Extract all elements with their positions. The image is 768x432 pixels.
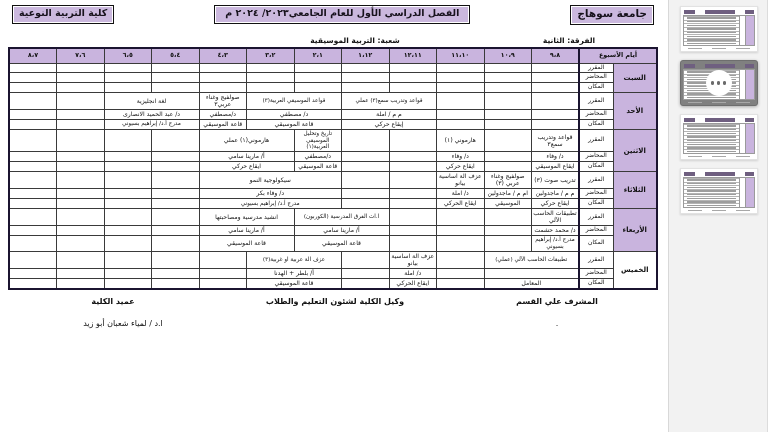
empty-cell	[104, 152, 152, 162]
empty-cell	[389, 199, 437, 209]
timetable-row	[9, 110, 657, 120]
empty-cell	[437, 83, 485, 93]
thumbnail-banner-icon	[684, 118, 695, 122]
empty-cell	[389, 172, 437, 189]
timetable	[8, 47, 658, 290]
session-cell: قواعد وتدريب سمع٣	[532, 130, 580, 152]
session-cell: مدرج أ.د/ إبراهيم بسيوني	[104, 120, 199, 130]
empty-cell	[247, 63, 295, 73]
thumbnail-item[interactable]	[680, 60, 758, 106]
thumbnail-list	[669, 6, 768, 214]
empty-cell	[199, 269, 247, 279]
thumbnail-footer	[683, 48, 755, 50]
time-slot-header: ١٠،٩	[484, 48, 532, 63]
empty-cell	[437, 110, 485, 120]
empty-cell	[342, 189, 390, 199]
session-cell: قاعة الموسيقي	[247, 120, 342, 130]
empty-cell	[9, 209, 57, 226]
empty-cell	[342, 269, 390, 279]
empty-cell	[342, 73, 390, 83]
empty-cell	[152, 189, 200, 199]
session-cell	[484, 269, 579, 279]
empty-cell	[437, 93, 485, 110]
thumbnail-header	[683, 171, 755, 176]
session-cell: هارموني(١) عملي	[199, 130, 294, 152]
thumbnail-day-column	[745, 70, 754, 99]
empty-cell	[484, 93, 532, 110]
signatures-footer	[8, 297, 658, 328]
empty-cell	[294, 63, 342, 73]
year-label: الفرقة: الثانية	[542, 35, 596, 45]
term-banner: الفصل الدراسي الأول للعام الجامعي٢٠٢٣/ ٢٠٢٤ م	[214, 5, 470, 24]
empty-cell	[199, 252, 247, 269]
empty-cell	[199, 63, 247, 73]
empty-cell	[57, 83, 105, 93]
dean-title: عميد الكلية	[91, 297, 135, 307]
session-cell: تاريخ وتحليل الموسيقي العربية(١)	[294, 130, 342, 152]
thumbnail-body	[684, 124, 739, 153]
empty-cell	[484, 63, 532, 73]
row-kind-label: المحاضر	[579, 189, 613, 199]
empty-cell	[152, 63, 200, 73]
timetable-body	[9, 63, 657, 289]
empty-cell	[437, 252, 485, 269]
empty-cell	[532, 93, 580, 110]
session-cell: د/ وفاء بكر	[199, 189, 342, 199]
empty-cell	[57, 73, 105, 83]
empty-cell	[152, 279, 200, 290]
timetable-row	[9, 269, 657, 279]
thumbnail-day-column	[745, 124, 754, 153]
empty-cell	[389, 162, 437, 172]
session-cell: قاعة الموسيقي	[199, 236, 294, 252]
empty-cell	[342, 199, 390, 209]
empty-cell	[437, 226, 485, 236]
empty-cell	[9, 130, 57, 152]
empty-cell	[57, 226, 105, 236]
empty-cell	[389, 63, 437, 73]
row-kind-label: المحاضر	[579, 269, 613, 279]
empty-cell	[294, 83, 342, 93]
empty-cell	[104, 63, 152, 73]
empty-cell	[57, 120, 105, 130]
timetable-row	[9, 252, 657, 269]
day-label: الأحد	[613, 93, 657, 130]
day-label: الاثنين	[613, 130, 657, 172]
time-slot-header: ٧،٦	[57, 48, 105, 63]
session-cell: ا.ات الفرق المدرسية (الكوربون)	[294, 209, 389, 226]
session-cell: عزف الة عربية او غربية(٣)	[247, 252, 342, 269]
empty-cell	[199, 73, 247, 83]
empty-cell	[152, 73, 200, 83]
row-kind-label: المقرر	[579, 130, 613, 152]
session-cell: صولفيج وغناء عربي٣	[199, 93, 247, 110]
empty-cell	[484, 152, 532, 162]
session-cell: تدريب صوت (٣)	[532, 172, 580, 189]
days-header: أيام الأسبوع	[579, 48, 657, 63]
session-cell: عزف الة اساسية بيانو	[437, 172, 485, 189]
thumbnail-header	[683, 117, 755, 122]
page-thumbnail[interactable]	[680, 114, 758, 160]
empty-cell	[532, 120, 580, 130]
empty-cell	[152, 236, 200, 252]
session-cell: د/مصطفي	[199, 110, 247, 120]
row-kind-label: المكان	[579, 199, 613, 209]
time-slot-header: ٢،١	[294, 48, 342, 63]
empty-cell	[484, 120, 532, 130]
university-banner: جامعة سوهاج	[570, 5, 654, 25]
supervisor-name: .	[555, 319, 559, 329]
session-cell: أ/ مارينا سامي	[199, 152, 294, 162]
empty-cell	[57, 172, 105, 189]
session-cell: تطبيقات الحاسب الآلي (عملي)	[484, 252, 579, 269]
loading-dots-icon	[706, 70, 732, 96]
time-slot-header: ٥،٤	[152, 48, 200, 63]
thumbnail-grid	[683, 15, 755, 46]
empty-cell	[9, 252, 57, 269]
session-cell: ام م / ماجدولين	[484, 189, 532, 199]
empty-cell	[57, 93, 105, 110]
row-kind-label: المقرر	[579, 209, 613, 226]
thumbnail-banner-icon	[705, 172, 735, 176]
thumbnail-body	[684, 16, 739, 45]
empty-cell	[57, 130, 105, 152]
empty-cell	[9, 199, 57, 209]
empty-cell	[9, 73, 57, 83]
empty-cell	[152, 152, 200, 162]
timetable-row	[9, 236, 657, 252]
empty-cell	[9, 269, 57, 279]
empty-cell	[484, 130, 532, 152]
empty-cell	[532, 83, 580, 93]
timetable-row	[9, 83, 657, 93]
empty-cell	[9, 189, 57, 199]
time-slot-header: ١٢،١١	[389, 48, 437, 63]
session-cell: د/ املة	[437, 189, 485, 199]
empty-cell	[437, 63, 485, 73]
session-cell: ايقاع حركي	[437, 162, 485, 172]
empty-cell	[342, 152, 390, 162]
session-cell: قواعد الموسيقي العربية(٣)	[247, 93, 342, 110]
session-cell: انشيد مدرسية ومصاحبتها	[199, 209, 294, 226]
empty-cell	[437, 236, 485, 252]
empty-cell	[57, 110, 105, 120]
empty-cell	[389, 236, 437, 252]
empty-cell	[57, 199, 105, 209]
empty-cell	[9, 63, 57, 73]
timetable-row	[9, 63, 657, 73]
row-kind-label: المقرر	[579, 172, 613, 189]
session-cell: د/ محمد حشمت	[532, 226, 580, 236]
thumbnail-body	[684, 178, 739, 207]
empty-cell	[389, 130, 437, 152]
thumbnail-banner-icon	[684, 64, 695, 68]
empty-cell	[437, 209, 485, 226]
row-kind-label: المكان	[579, 120, 613, 130]
empty-cell	[389, 73, 437, 83]
thumbnail-banner-icon	[745, 10, 754, 14]
thumbnail-banner-icon	[745, 172, 754, 176]
row-kind-label: المحاضر	[579, 73, 613, 83]
session-cell: ايقاع حركي	[532, 199, 580, 209]
thumbnail-header	[683, 63, 755, 68]
empty-cell	[152, 130, 200, 152]
session-cell: م م / املة	[342, 110, 437, 120]
empty-cell	[389, 83, 437, 93]
thumbnail-banner-icon	[745, 118, 754, 122]
session-cell: قاعة الموسيقي	[294, 236, 389, 252]
empty-cell	[104, 236, 152, 252]
page-thumbnail[interactable]	[680, 168, 758, 214]
empty-cell	[389, 226, 437, 236]
thumbnail-sidebar[interactable]	[668, 0, 768, 432]
row-kind-label: المكان	[579, 83, 613, 93]
session-cell: أ/ مارينا سامي	[199, 226, 294, 236]
empty-cell	[484, 110, 532, 120]
thumbnail-item[interactable]	[680, 6, 758, 52]
empty-cell	[9, 152, 57, 162]
session-cell: د/ مصطفي	[247, 110, 342, 120]
timetable-row	[9, 279, 657, 290]
time-slot-header: ٨،٧	[9, 48, 57, 63]
empty-cell	[342, 63, 390, 73]
empty-cell	[104, 162, 152, 172]
thumbnail-item[interactable]	[680, 168, 758, 214]
empty-cell	[532, 73, 580, 83]
empty-cell	[104, 199, 152, 209]
timetable-row	[9, 172, 657, 189]
faculty-banner: كلية التربية النوعية	[12, 5, 114, 24]
empty-cell	[484, 162, 532, 172]
row-kind-label: المقرر	[579, 93, 613, 110]
empty-cell	[104, 279, 152, 290]
row-kind-label: المحاضر	[579, 152, 613, 162]
session-cell: د/ عبد الحميد الانصارى	[104, 110, 199, 120]
empty-cell	[57, 162, 105, 172]
thumbnail-banner-icon	[745, 64, 754, 68]
empty-cell	[152, 252, 200, 269]
session-cell: مدرج أ.د/ إبراهيم بسيوني	[199, 199, 342, 209]
session-cell: د/ وفاء	[437, 152, 485, 162]
session-cell: عزف الة اساسية بيانو	[389, 252, 437, 269]
empty-cell	[389, 152, 437, 162]
thumbnail-item[interactable]	[680, 114, 758, 160]
page-header	[8, 4, 658, 34]
empty-cell	[247, 73, 295, 83]
session-cell: قاعة الموسيقي	[247, 279, 342, 290]
empty-cell	[104, 269, 152, 279]
thumbnail-footer	[683, 102, 755, 104]
time-slot-header: ٤،٣	[199, 48, 247, 63]
thumbnail-header	[683, 9, 755, 14]
department-label: شعبة: التربية الموسيقية	[310, 35, 400, 45]
thumbnail-banner-icon	[705, 64, 735, 68]
session-cell: تطبيقات الحاسب الآلي	[532, 209, 580, 226]
timetable-row	[9, 162, 657, 172]
session-cell: ايقاع الموسيقي	[532, 162, 580, 172]
empty-cell	[437, 279, 485, 290]
empty-cell	[57, 269, 105, 279]
thumbnail-footer	[683, 156, 755, 158]
empty-cell	[437, 120, 485, 130]
empty-cell	[532, 110, 580, 120]
session-cell: سيكولوجية النمو	[199, 172, 342, 189]
timetable-row	[9, 93, 657, 110]
empty-cell	[342, 172, 390, 189]
session-cell: الموسيقي	[484, 199, 532, 209]
empty-cell	[9, 172, 57, 189]
empty-cell	[104, 130, 152, 152]
empty-cell	[484, 73, 532, 83]
empty-cell	[9, 83, 57, 93]
empty-cell	[57, 236, 105, 252]
row-kind-label: المحاضر	[579, 226, 613, 236]
thumbnail-footer	[683, 210, 755, 212]
empty-cell	[57, 152, 105, 162]
empty-cell	[389, 189, 437, 199]
empty-cell	[104, 172, 152, 189]
session-cell: د/ املة	[389, 269, 437, 279]
empty-cell	[104, 83, 152, 93]
session-cell: د/ وفاء	[532, 152, 580, 162]
empty-cell	[342, 162, 390, 172]
time-slot-header: ٣،٢	[247, 48, 295, 63]
empty-cell	[152, 83, 200, 93]
empty-cell	[199, 279, 247, 290]
thumbnail-banner-icon	[684, 172, 695, 176]
empty-cell	[152, 226, 200, 236]
day-label: الخميس	[613, 252, 657, 290]
empty-cell	[342, 279, 390, 290]
session-cell: صولفيج وغناء عربي (٣)	[484, 172, 532, 189]
empty-cell	[342, 252, 390, 269]
row-kind-label: المقرر	[579, 252, 613, 269]
timetable-head	[9, 48, 657, 63]
session-cell: قواعد وتدريب سمع(٣) عملي	[342, 93, 437, 110]
day-label: السبت	[613, 63, 657, 93]
session-cell: أ/ مارينا سامي	[294, 226, 389, 236]
timetable-row	[9, 199, 657, 209]
empty-cell	[104, 209, 152, 226]
session-cell: ايقاع حركي	[199, 162, 294, 172]
empty-cell	[342, 130, 390, 152]
empty-cell	[57, 189, 105, 199]
empty-cell	[104, 252, 152, 269]
session-cell: قاعة الموسيقي	[294, 162, 342, 172]
session-cell: مدرج أ.د/ إبراهيم بسيوني	[532, 236, 580, 252]
timetable-row	[9, 209, 657, 226]
vice-dean-title: وكيل الكلية لشئون التعليم والطلاب	[265, 297, 405, 307]
session-cell: إيقاع حركي	[342, 120, 437, 130]
empty-cell	[152, 199, 200, 209]
session-cell: قاعة الموسيقي	[199, 120, 247, 130]
empty-cell	[9, 279, 57, 290]
row-kind-label: المحاضر	[579, 110, 613, 120]
empty-cell	[104, 226, 152, 236]
empty-cell	[389, 209, 437, 226]
day-label: الثلاثاء	[613, 172, 657, 209]
empty-cell	[152, 172, 200, 189]
empty-cell	[484, 226, 532, 236]
empty-cell	[9, 236, 57, 252]
supervisor-title: المشرف علي القسم	[516, 297, 598, 307]
empty-cell	[9, 93, 57, 110]
empty-cell	[342, 83, 390, 93]
thumbnail-banner-icon	[684, 10, 695, 14]
empty-cell	[9, 162, 57, 172]
row-kind-label: المكان	[579, 236, 613, 252]
page-thumbnail[interactable]	[680, 60, 758, 106]
empty-cell	[437, 73, 485, 83]
session-cell: لغة انجليزية	[104, 93, 199, 110]
time-slot-header: ٦،٥	[104, 48, 152, 63]
empty-cell	[199, 83, 247, 93]
empty-cell	[294, 73, 342, 83]
empty-cell	[484, 236, 532, 252]
empty-cell	[532, 63, 580, 73]
session-cell: المعامل	[484, 279, 579, 290]
dean-name: ا.د / لمياء شعبان أبو زيد	[83, 319, 163, 329]
timetable-header-row	[9, 48, 657, 63]
time-slot-header: ١١،١٠	[437, 48, 485, 63]
subheader-row	[8, 34, 658, 47]
empty-cell	[9, 110, 57, 120]
session-cell: أ/ بلطر + الهدنا	[247, 269, 342, 279]
session-cell: هارموني (١)	[437, 130, 485, 152]
session-cell: ايقاع الحركي	[389, 279, 437, 290]
empty-cell	[484, 209, 532, 226]
timetable-row	[9, 226, 657, 236]
empty-cell	[484, 83, 532, 93]
page-thumbnail[interactable]	[680, 6, 758, 52]
empty-cell	[9, 226, 57, 236]
thumbnail-banner-icon	[705, 118, 735, 122]
thumbnail-day-column	[745, 16, 754, 45]
empty-cell	[152, 209, 200, 226]
empty-cell	[57, 252, 105, 269]
empty-cell	[152, 162, 200, 172]
thumbnail-grid	[683, 177, 755, 208]
session-cell: ايقاع الحركي	[437, 199, 485, 209]
time-slot-header: ١،١٢	[342, 48, 390, 63]
thumbnail-day-column	[745, 178, 754, 207]
empty-cell	[437, 269, 485, 279]
timetable-row	[9, 120, 657, 130]
timetable-row	[9, 130, 657, 152]
empty-cell	[247, 83, 295, 93]
empty-cell	[104, 189, 152, 199]
empty-cell	[57, 209, 105, 226]
row-kind-label: المقرر	[579, 63, 613, 73]
session-cell: د/مصطفي	[294, 152, 342, 162]
empty-cell	[57, 279, 105, 290]
row-kind-label: المكان	[579, 279, 613, 290]
time-slot-header: ٩،٨	[532, 48, 580, 63]
empty-cell	[9, 120, 57, 130]
empty-cell	[104, 73, 152, 83]
row-kind-label: المكان	[579, 162, 613, 172]
timetable-row	[9, 73, 657, 83]
session-cell: م م / ماجدولين	[532, 189, 580, 199]
thumbnail-banner-icon	[705, 10, 735, 14]
timetable-row	[9, 152, 657, 162]
day-label: الأربعاء	[613, 209, 657, 252]
thumbnail-grid	[683, 123, 755, 154]
empty-cell	[152, 269, 200, 279]
empty-cell	[57, 63, 105, 73]
timetable-row	[9, 189, 657, 199]
